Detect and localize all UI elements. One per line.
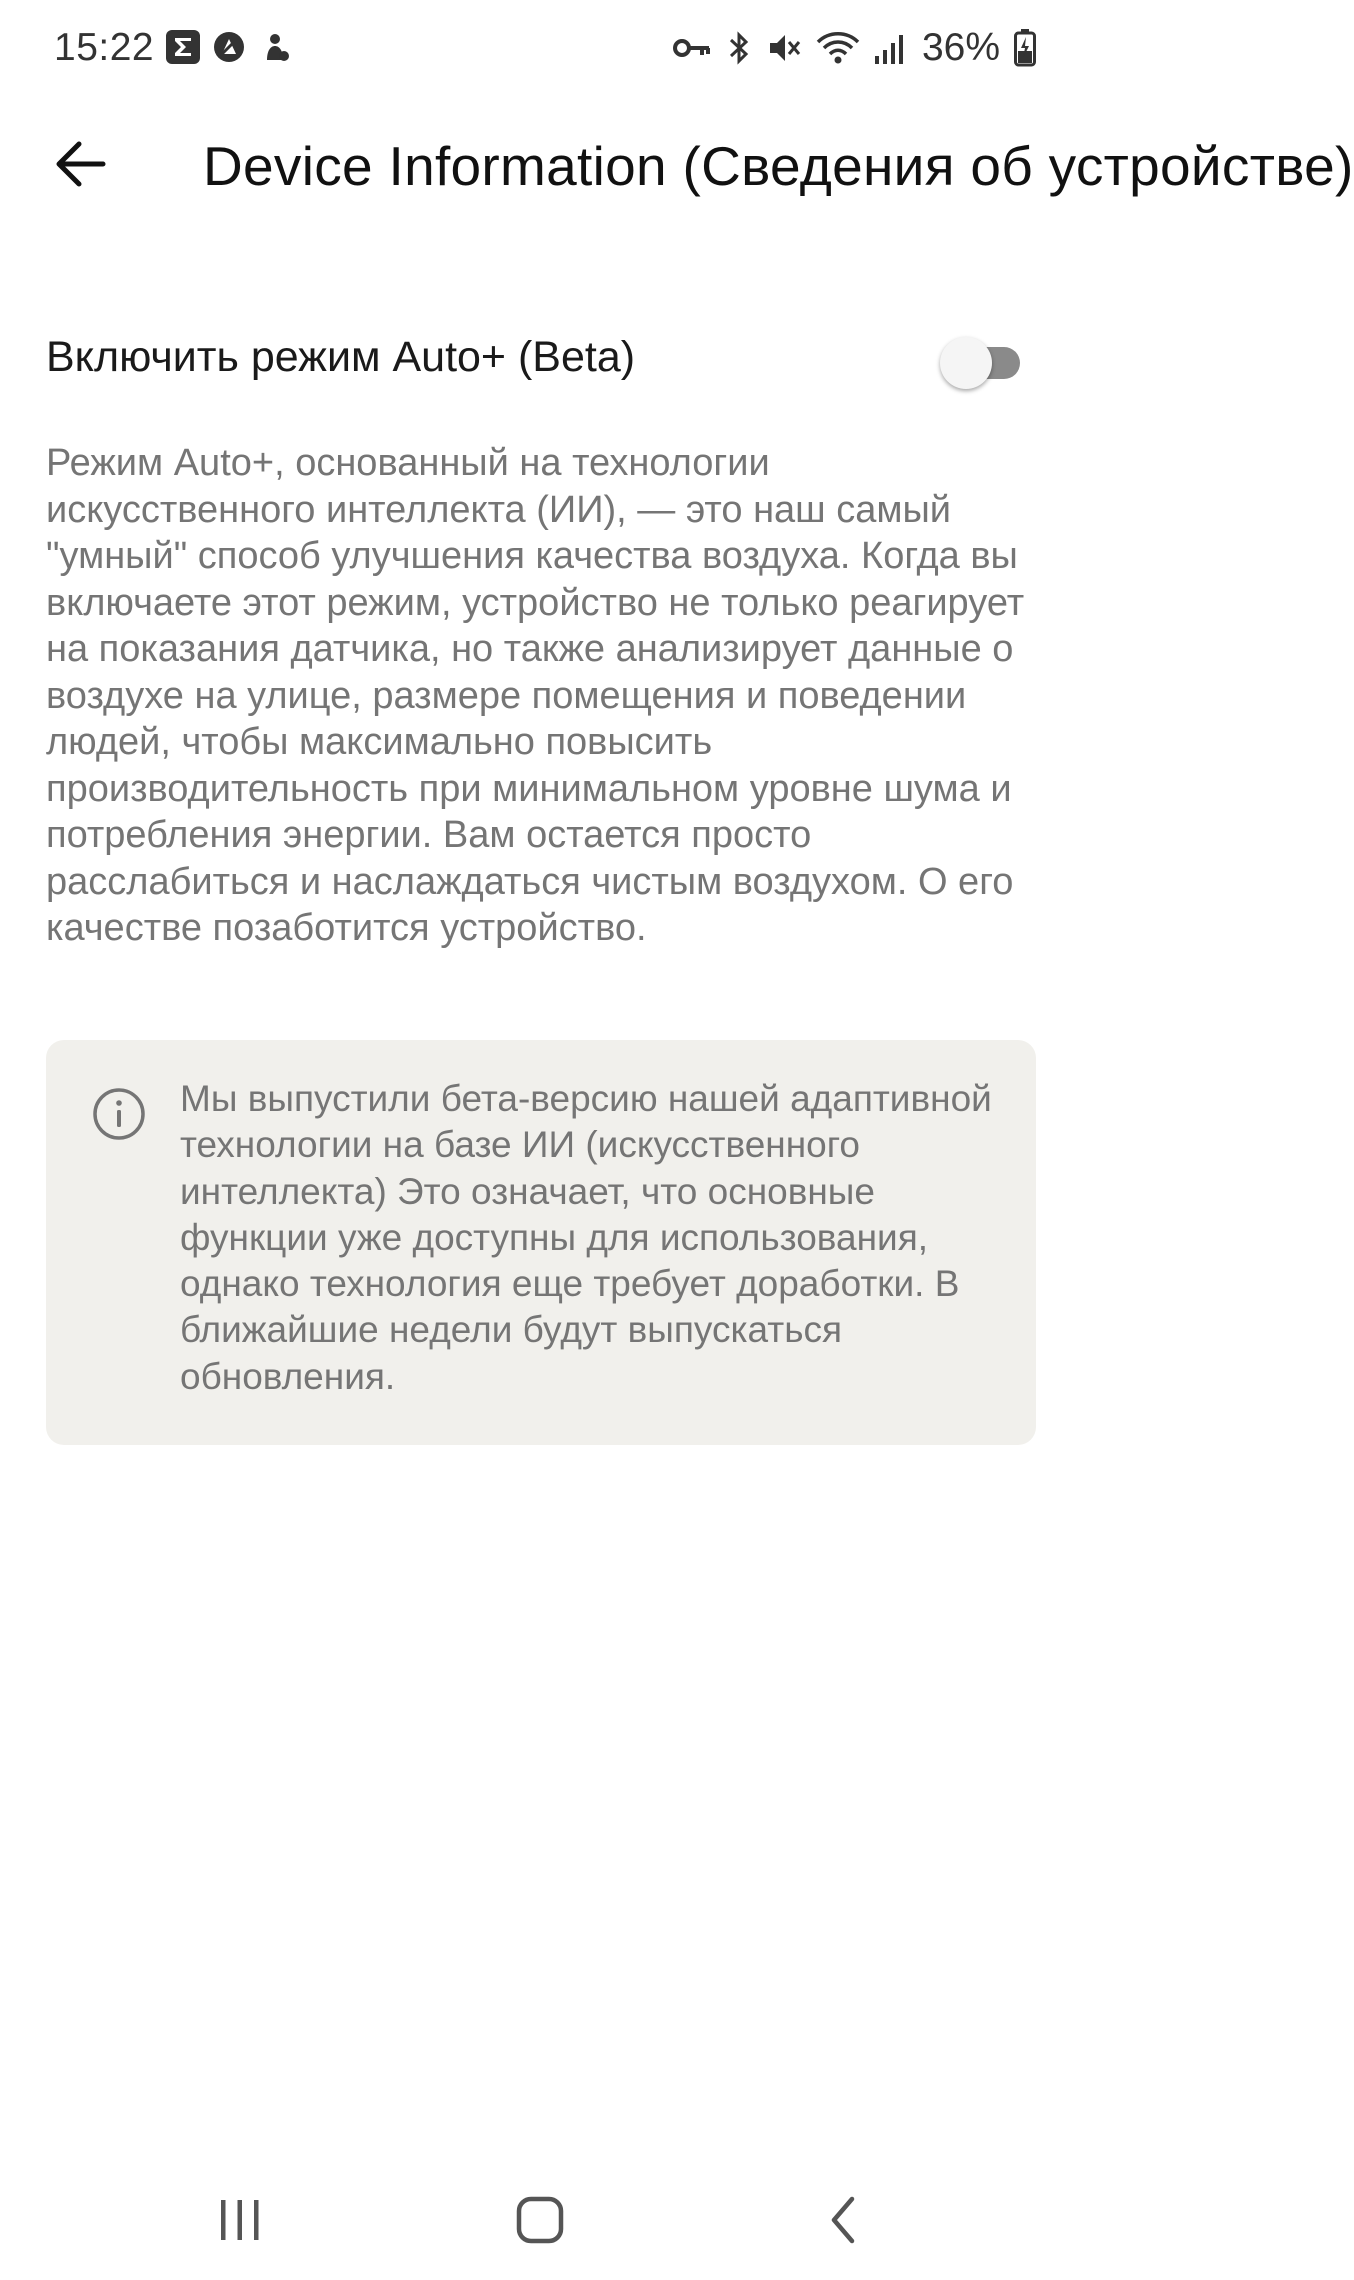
- arrow-left-icon: [53, 140, 107, 188]
- auto-plus-toggle-row[interactable]: [46, 315, 1036, 405]
- auto-plus-description: Режим Auto+, основанный на технологии искусственного интеллекта (ИИ), — это наш самый "умный" способ улучшения качества воздуха. Когда вы включаете этот режим, устройство не только реагирует на показания датчика, но также анализирует данные о воздухе на улице, размере помещения и поведении людей, чтобы максимально повысить производительность при минимальном уровне шума и потребления энергии. Вам остается просто расслабиться и наслаждаться чистым воздухом. О его качестве позаботится устройство.: [46, 442, 1025, 949]
- sigma-icon: [166, 30, 200, 64]
- beta-info-text: Мы выпустили бета-версию нашей адаптивной технологии на базе ИИ (искусственного интеллекта) Это означает, что основные функции уже доступны для использования, однако технология еще требует доработки. В ближайшие недели будут выпускаться обновления.: [180, 1078, 992, 1397]
- signal-icon: [874, 32, 908, 64]
- notification-app-icon: [212, 30, 246, 64]
- system-nav-bar: [0, 2160, 1080, 2280]
- beta-info-card: [46, 1040, 1036, 1445]
- status-bar: [0, 0, 1080, 100]
- home-icon: [515, 2195, 565, 2245]
- recents-icon: [215, 2197, 265, 2243]
- back-button[interactable]: [40, 124, 120, 204]
- auto-plus-toggle-switch[interactable]: [940, 333, 1022, 389]
- mute-icon: [766, 30, 802, 66]
- wifi-icon: [816, 30, 860, 66]
- home-button[interactable]: [490, 2180, 590, 2260]
- recents-button[interactable]: [190, 2180, 290, 2260]
- page-title: Device Information (Сведения об устройстве): [203, 135, 1354, 197]
- status-time: 15:22: [54, 26, 155, 69]
- app-bar: [0, 100, 1354, 230]
- android-debug-icon: [258, 30, 292, 64]
- status-system-icons: [672, 26, 1036, 70]
- bluetooth-icon: [726, 30, 752, 66]
- info-icon: [92, 1087, 146, 1141]
- battery-charging-icon: [1014, 29, 1036, 67]
- toggle-thumb: [940, 337, 992, 389]
- status-notification-icons: [166, 30, 292, 64]
- auto-plus-toggle-label: Включить режим Auto+ (Beta): [46, 333, 636, 381]
- vpn-key-icon: [672, 33, 712, 63]
- nav-back-button[interactable]: [794, 2180, 894, 2260]
- nav-back-icon: [824, 2195, 864, 2245]
- battery-percent: 36%: [921, 26, 1000, 69]
